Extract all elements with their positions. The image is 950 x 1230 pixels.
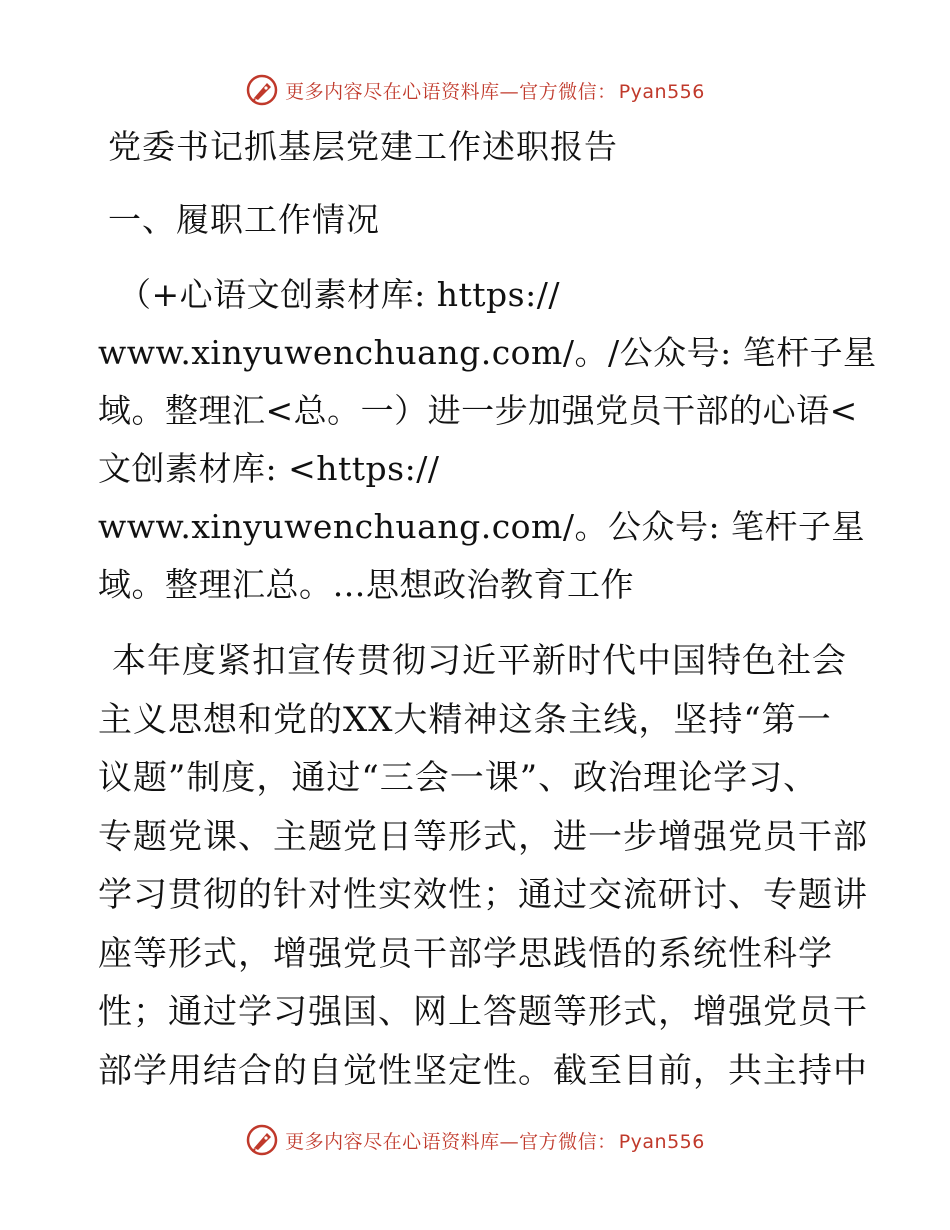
note-line: 域。整理汇<总。一）进一步加强党员干部的心语<	[98, 391, 858, 430]
body-line: 性；通过学习强国、网上答题等形式，增强党员干	[98, 992, 868, 1032]
watermark-main: 更多内容尽在心语资料库	[285, 1130, 500, 1153]
pen-nib-logo-icon	[245, 1123, 279, 1157]
section-heading: 一、履职工作情况	[108, 200, 380, 239]
pen-nib-logo-icon	[245, 73, 279, 107]
watermark-header	[0, 70, 950, 110]
body-line: 学习贯彻的针对性实效性；通过交流研讨、专题讲	[98, 875, 868, 915]
note-line: www.xinyuwenchuang.com/。/公众号: 笔杆子星	[98, 333, 877, 372]
watermark-main: 更多内容尽在心语资料库	[285, 80, 500, 103]
watermark-official: 官方微信：	[519, 80, 617, 103]
note-line: 文创素材库: <https://	[98, 449, 440, 488]
watermark-account: Pyan556	[618, 80, 705, 103]
note-line: 域。整理汇总。…思想政治教育工作	[98, 565, 634, 604]
watermark-dash: —	[499, 1130, 520, 1153]
note-block	[98, 266, 877, 614]
watermark-official: 官方微信：	[519, 1130, 617, 1153]
note-line: （+心语文创素材库: https://	[118, 275, 560, 314]
body-line: 座等形式，增强党员干部学思践悟的系统性科学	[98, 933, 833, 974]
body-paragraph	[98, 632, 868, 1100]
document-title: 党委书记抓基层党建工作述职报告	[108, 127, 618, 166]
body-line: 议题”制度，通过“三会一课”、政治理论学习、	[98, 758, 819, 798]
body-line: 主义思想和党的XX大精神这条主线，坚持“第一	[98, 699, 832, 740]
watermark-footer	[0, 1120, 950, 1160]
watermark-text	[285, 1127, 705, 1154]
body-line: 专题党课、主题党日等形式，进一步增强党员干部	[98, 816, 868, 857]
watermark-dash: —	[499, 80, 520, 103]
body-line: 部学用结合的自觉性坚定性。截至目前，共主持中	[98, 1050, 868, 1091]
note-line: www.xinyuwenchuang.com/。公众号: 笔杆子星	[98, 507, 866, 546]
watermark-text	[285, 77, 705, 104]
body-line: 本年度紧扣宣传贯彻习近平新时代中国特色社会	[112, 641, 847, 681]
watermark-account: Pyan556	[618, 1130, 705, 1153]
